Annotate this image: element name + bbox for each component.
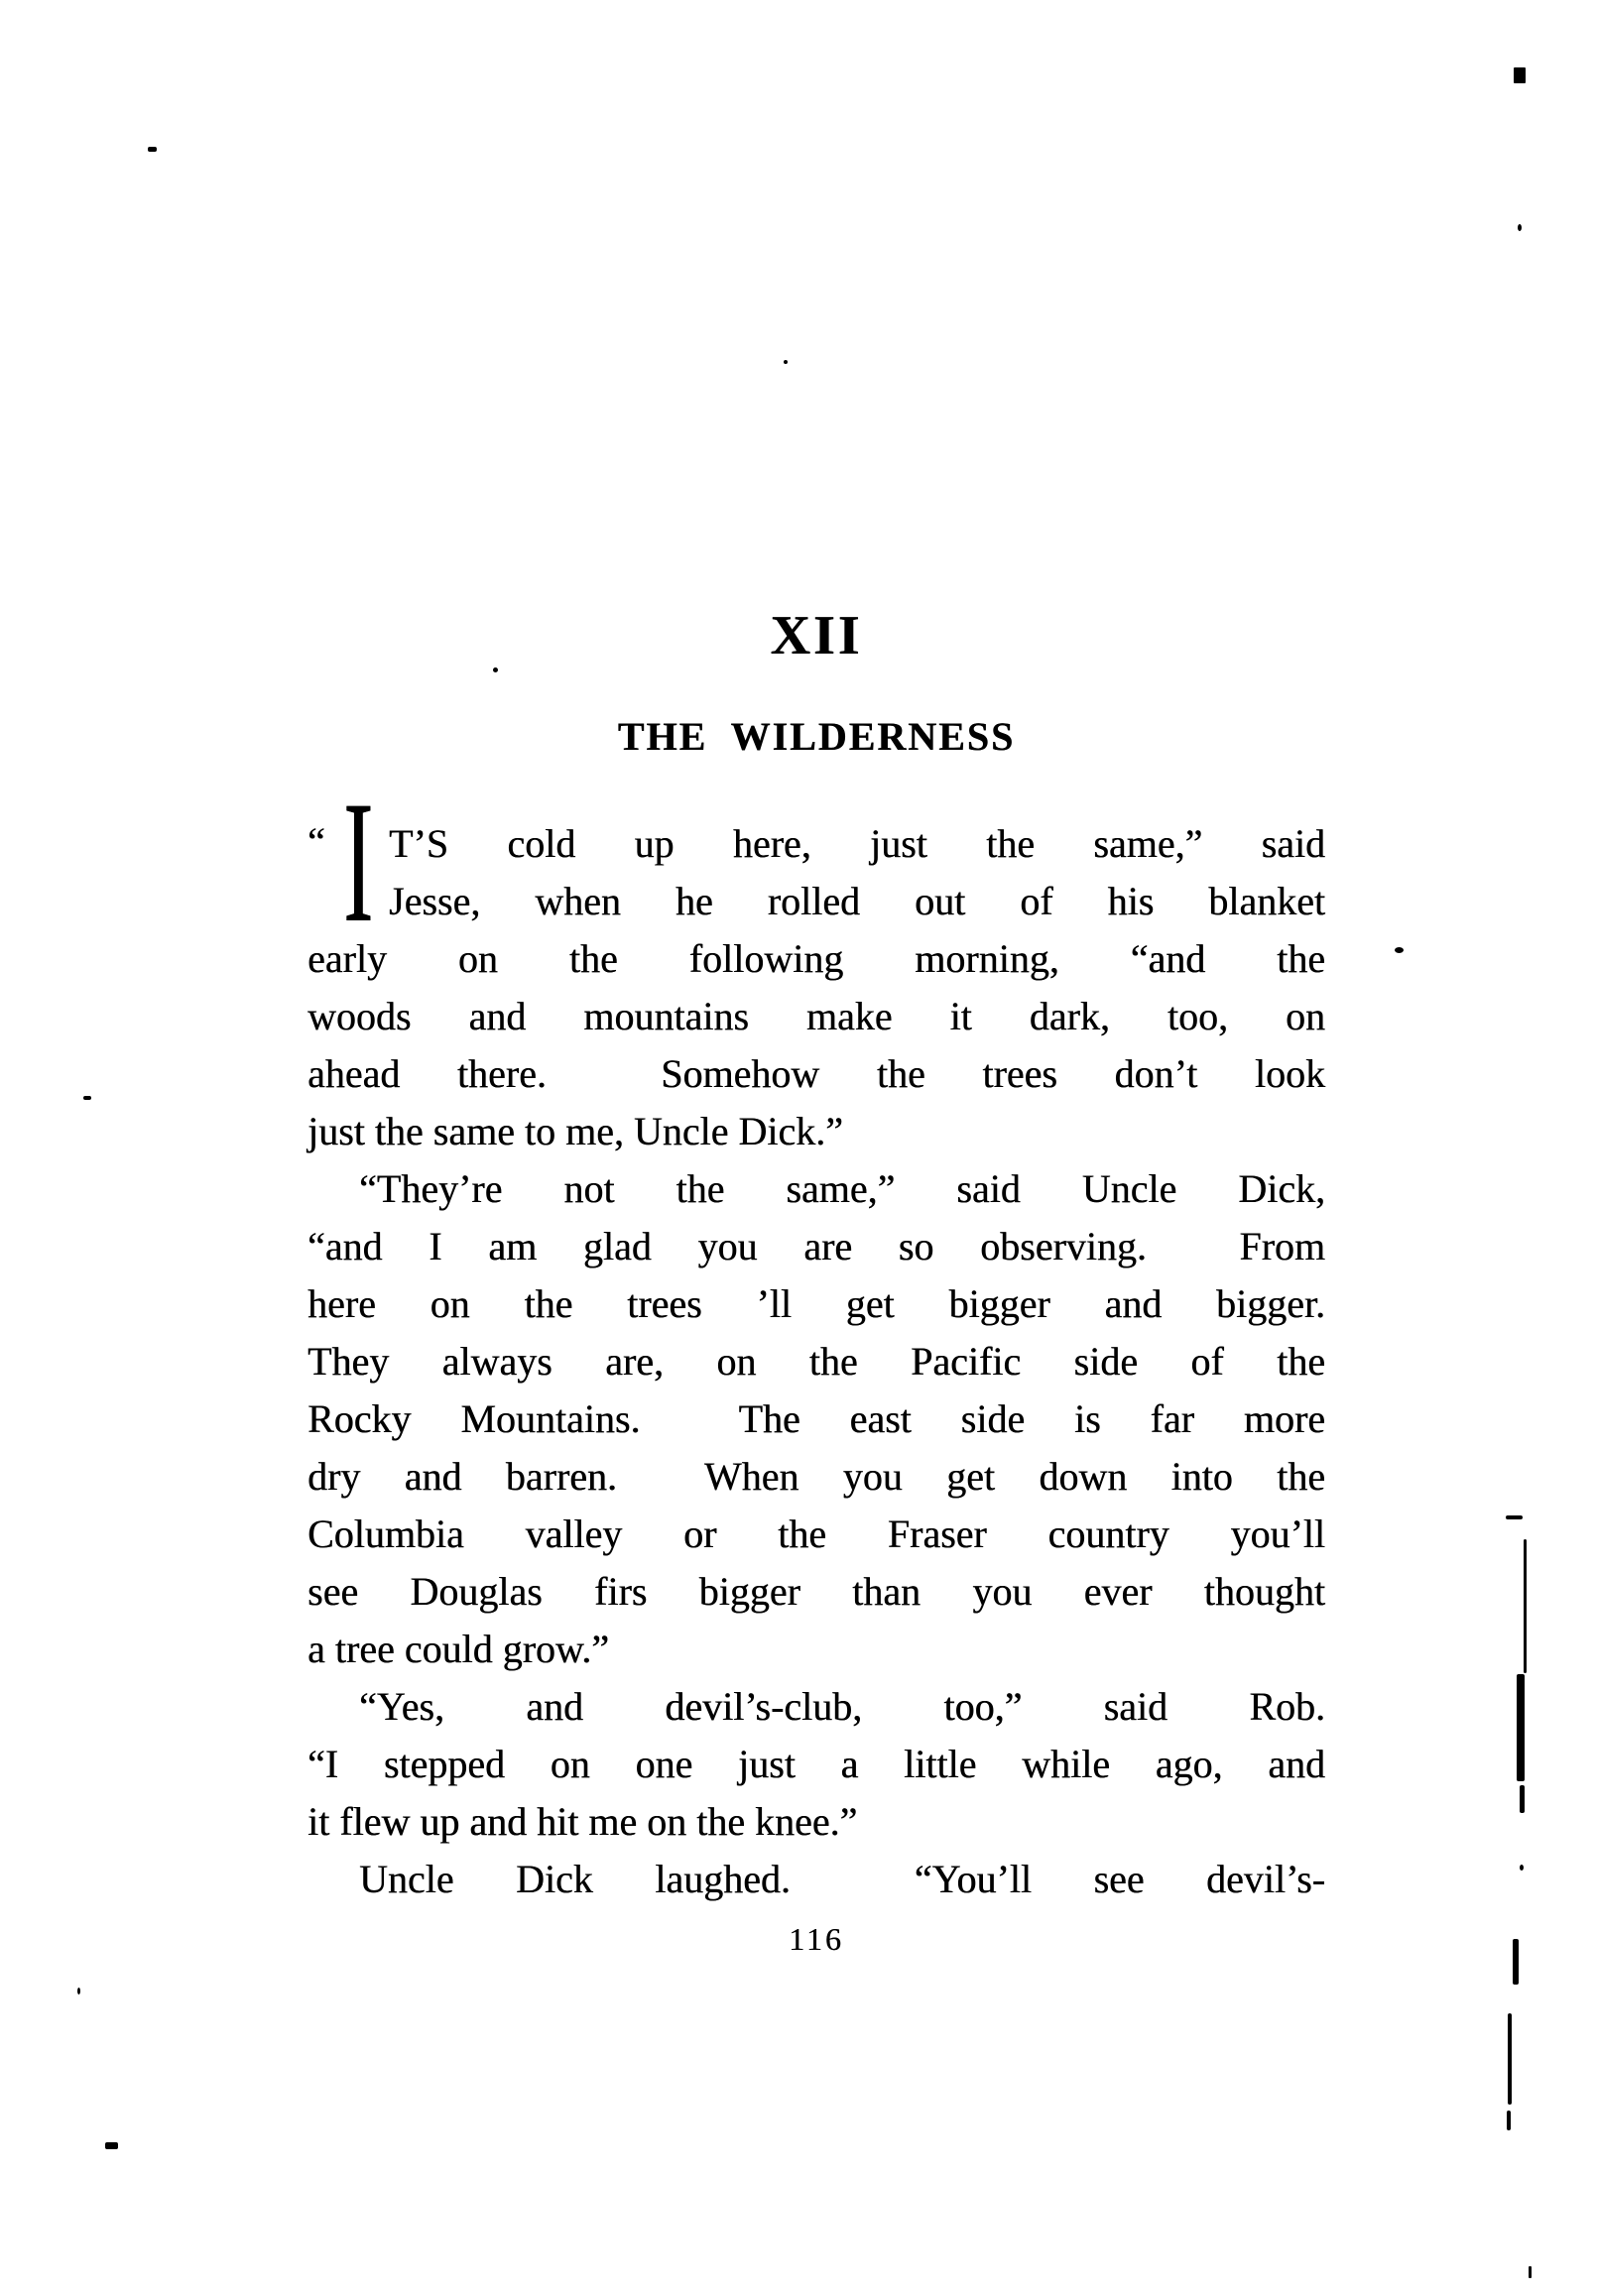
scan-artifact bbox=[1513, 1939, 1519, 1985]
text-block bbox=[307, 605, 1325, 1959]
text-line: early on the following morning, “and the bbox=[307, 936, 1325, 981]
text-line: see Douglas firs bigger than you ever thought bbox=[307, 1569, 1325, 1614]
scan-artifact bbox=[148, 147, 157, 152]
scan-artifact bbox=[1524, 1539, 1527, 1673]
scan-artifact bbox=[1518, 224, 1522, 231]
scan-artifact bbox=[105, 2142, 118, 2149]
text-line: “They’re not the same,” said Uncle Dick, bbox=[359, 1166, 1325, 1211]
scan-artifact bbox=[493, 667, 498, 672]
text-line: “Yes, and devil’s-club, too,” said Rob. bbox=[359, 1684, 1325, 1729]
scan-artifact bbox=[1508, 2013, 1512, 2105]
drop-cap bbox=[307, 766, 389, 959]
page-number: 116 bbox=[789, 1921, 844, 1957]
text-line: “and I am glad you are so observing. From bbox=[307, 1224, 1325, 1269]
paragraph bbox=[307, 1160, 1325, 1678]
scan-artifact bbox=[1520, 1865, 1524, 1871]
scan-artifact bbox=[1514, 67, 1526, 83]
scan-artifact bbox=[1529, 2266, 1532, 2278]
text-line: it flew up and hit me on the knee.” bbox=[307, 1799, 858, 1844]
paragraph bbox=[307, 766, 1325, 1160]
paragraph bbox=[307, 1678, 1325, 1851]
scan-artifact bbox=[1517, 1674, 1525, 1781]
text-line: Uncle Dick laughed. “You’ll see devil’s- bbox=[359, 1857, 1325, 1901]
drop-cap-quote: “ bbox=[307, 819, 325, 864]
text-line: woods and mountains make it dark, too, on bbox=[307, 994, 1325, 1038]
text-line: Rocky Mountains. The east side is far more bbox=[307, 1396, 1325, 1441]
scan-artifact bbox=[1395, 947, 1404, 953]
text-line: a tree could grow.” bbox=[307, 1627, 609, 1671]
scan-artifact bbox=[1506, 1515, 1523, 1519]
drop-cap-letter: I bbox=[343, 766, 374, 959]
text-line: ahead there. Somehow the trees don’t look bbox=[307, 1051, 1325, 1096]
chapter-title: THE WILDERNESS bbox=[617, 714, 1016, 759]
paragraph bbox=[307, 1851, 1325, 1908]
text-line: They always are, on the Pacific side of the bbox=[307, 1339, 1325, 1384]
text-line: Columbia valley or the Fraser country you’ll bbox=[307, 1511, 1325, 1556]
body-text bbox=[307, 766, 1325, 1908]
scan-artifact bbox=[1507, 2111, 1511, 2130]
text-line: Jesse, when he rolled out of his blanket bbox=[389, 879, 1325, 923]
text-line: here on the trees ’ll get bigger and bigger. bbox=[307, 1281, 1325, 1326]
chapter-number: XII bbox=[770, 605, 863, 666]
text-line: dry and barren. When you get down into the bbox=[307, 1454, 1325, 1499]
text-line: T’S cold up here, just the same,” said bbox=[389, 821, 1325, 866]
text-line: “I stepped on one just a little while ago, and bbox=[307, 1742, 1325, 1786]
scan-artifact bbox=[77, 1988, 80, 1994]
text-line: just the same to me, Uncle Dick.” bbox=[307, 1109, 843, 1153]
scan-artifact bbox=[1520, 1785, 1525, 1813]
scan-artifact bbox=[83, 1096, 91, 1100]
scan-artifact bbox=[784, 360, 788, 364]
